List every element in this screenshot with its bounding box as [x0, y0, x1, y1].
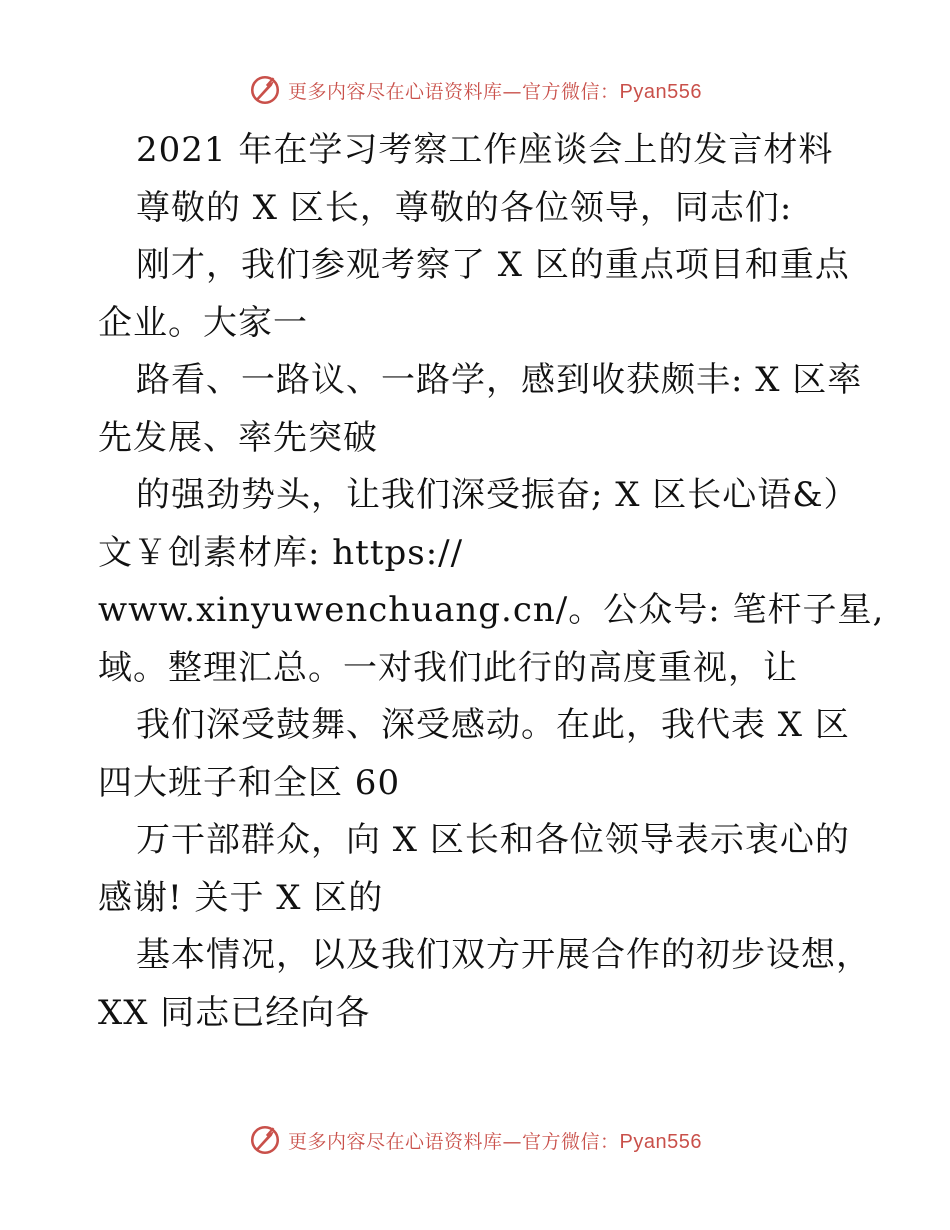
- quill-pen-logo-icon: [248, 73, 282, 107]
- paragraph-line: XX 同志已经向各: [98, 992, 371, 1033]
- document-body: [98, 122, 885, 1042]
- watermark-text: 更多内容尽在心语资料库—官方微信：Pyan556: [288, 80, 702, 103]
- paragraph-line: 路看、一路议、一路学，感到收获颇丰: X 区率: [136, 360, 863, 400]
- paragraph-line: 企业。大家一: [98, 302, 308, 343]
- watermark-text: 更多内容尽在心语资料库—官方微信：Pyan556: [288, 1130, 702, 1153]
- paragraph-line: 四大班子和全区 60: [98, 762, 401, 803]
- paragraph-line: 刚才，我们参观考察了 X 区的重点项目和重点: [136, 245, 850, 285]
- salutation-line: 尊敬的 X 区长，尊敬的各位领导，同志们:: [136, 187, 793, 228]
- document-title: 2021 年在学习考察工作座谈会上的发言材料: [136, 130, 834, 170]
- header-watermark: [0, 70, 950, 110]
- paragraph-line: 感谢! 关于 X 区的: [98, 877, 384, 918]
- paragraph-line: www.xinyuwenchuang.cn/。公众号: 笔杆子星,: [98, 590, 885, 630]
- paragraph-line: 先发展、率先突破: [98, 417, 378, 458]
- paragraph-line: 域。整理汇总。一对我们此行的高度重视，让: [98, 647, 798, 688]
- paragraph-line: 文￥创素材库: https://: [98, 532, 464, 573]
- footer-watermark: [0, 1120, 950, 1160]
- paragraph-line: 我们深受鼓舞、深受感动。在此，我代表 X 区: [136, 705, 850, 745]
- paragraph-line: 的强劲势头，让我们深受振奋; X 区长心语&）: [136, 475, 859, 515]
- quill-pen-logo-icon: [248, 1123, 282, 1157]
- paragraph-line: 基本情况，以及我们双方开展合作的初步设想，: [136, 935, 871, 975]
- paragraph-line: 万干部群众，向 X 区长和各位领导表示衷心的: [136, 820, 850, 860]
